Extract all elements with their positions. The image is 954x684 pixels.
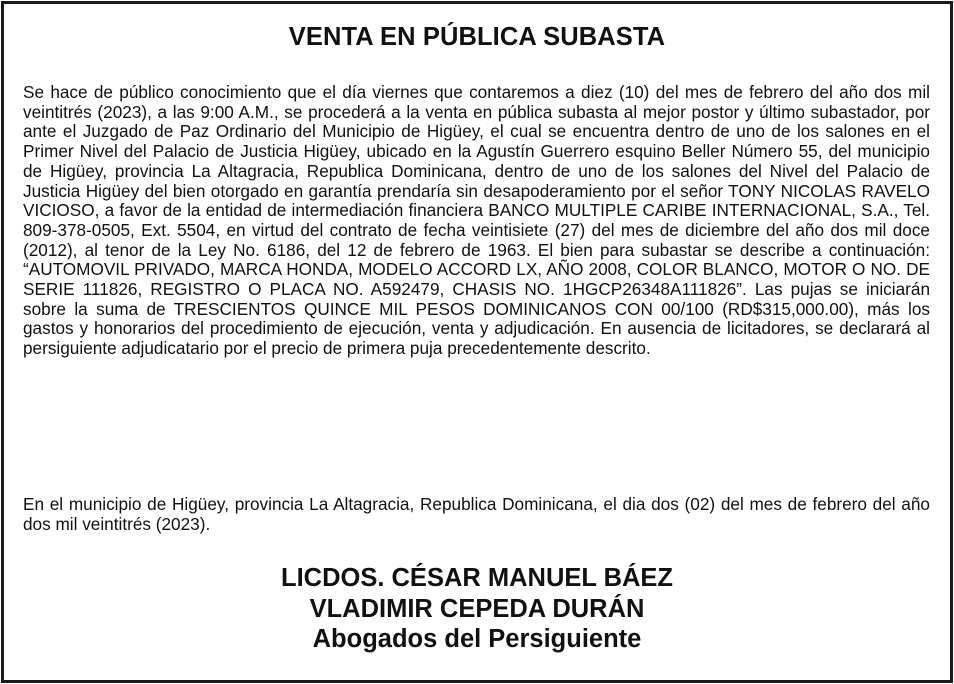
notice-title: VENTA EN PÚBLICA SUBASTA	[288, 23, 666, 51]
signature-lawyer-name: VLADIMIR CEPEDA DURÁN	[309, 594, 645, 623]
notice-body-paragraph: Se hace de público conocimiento que el día viernes que contaremos a diez (10) del mes de febrero del año dos mil veintitrés (2023), a las 9:00 A.M., se procederá a la venta en pública subasta al mejor postor y último subastador, por ante el Juzgado de Paz Ordinario del Municipio de Higüey, el cual se encuentra dentro de uno de los salones en el Primer Nivel del Palacio de Justicia Higüey, ubicado en la Agustín Guerrero esquino Beller Número 55, del municipio de Higüey, provincia La Altagracia, Republica Dominicana, dentro de uno de los salones del Nivel del Palacio de Justicia Higüey del bien otorgado en garantía prendaría sin desapoderamiento por el señor TONY NICOLAS RAVELO VICIOSO, a favor de la entidad de intermediación financiera BANCO MULTIPLE CARIBE INTERNACIONAL, S.A., Tel. 809-378-0505, Ext. 5504, en virtud del contrato de fecha veintisiete (27) del mes de diciembre del año dos mil doce (2012), al tenor de la Ley No. 6186, del 12 de febrero de 1963. El bien para subastar se describe a continuación: “AUTOMOVIL PRIVADO, MARCA HONDA, MODELO ACCORD LX, AÑO 2008, COLOR BLANCO, MOTOR O NO. DE SERIE 111826, REGISTRO O PLACA NO. A592479, CHASIS NO. 1HGCP26348A111826”. Las pujas se iniciarán sobre la suma de TRESCIENTOS QUINCE MIL PESOS DOMINICANOS CON 00/100 (RD$315,000.00), más los gastos y honorarios del procedimiento de ejecución, venta y adjudicación. En ausencia de licitadores, se declarará al persiguiente adjudicatario por el precio de primera puja precedentemente descrito.	[23, 82, 930, 359]
signature-lawyers-line: LICDOS. CÉSAR MANUEL BÁEZ	[281, 564, 673, 592]
signature-block	[4, 563, 950, 655]
signature-role: Abogados del Persiguiente	[312, 625, 642, 653]
legal-notice	[1, 1, 953, 683]
notice-date-paragraph: En el municipio de Higüey, provincia La Altagracia, Republica Dominicana, el dia dos (02) del mes de febrero del año dos mil veintitrés (2023).	[23, 494, 930, 534]
